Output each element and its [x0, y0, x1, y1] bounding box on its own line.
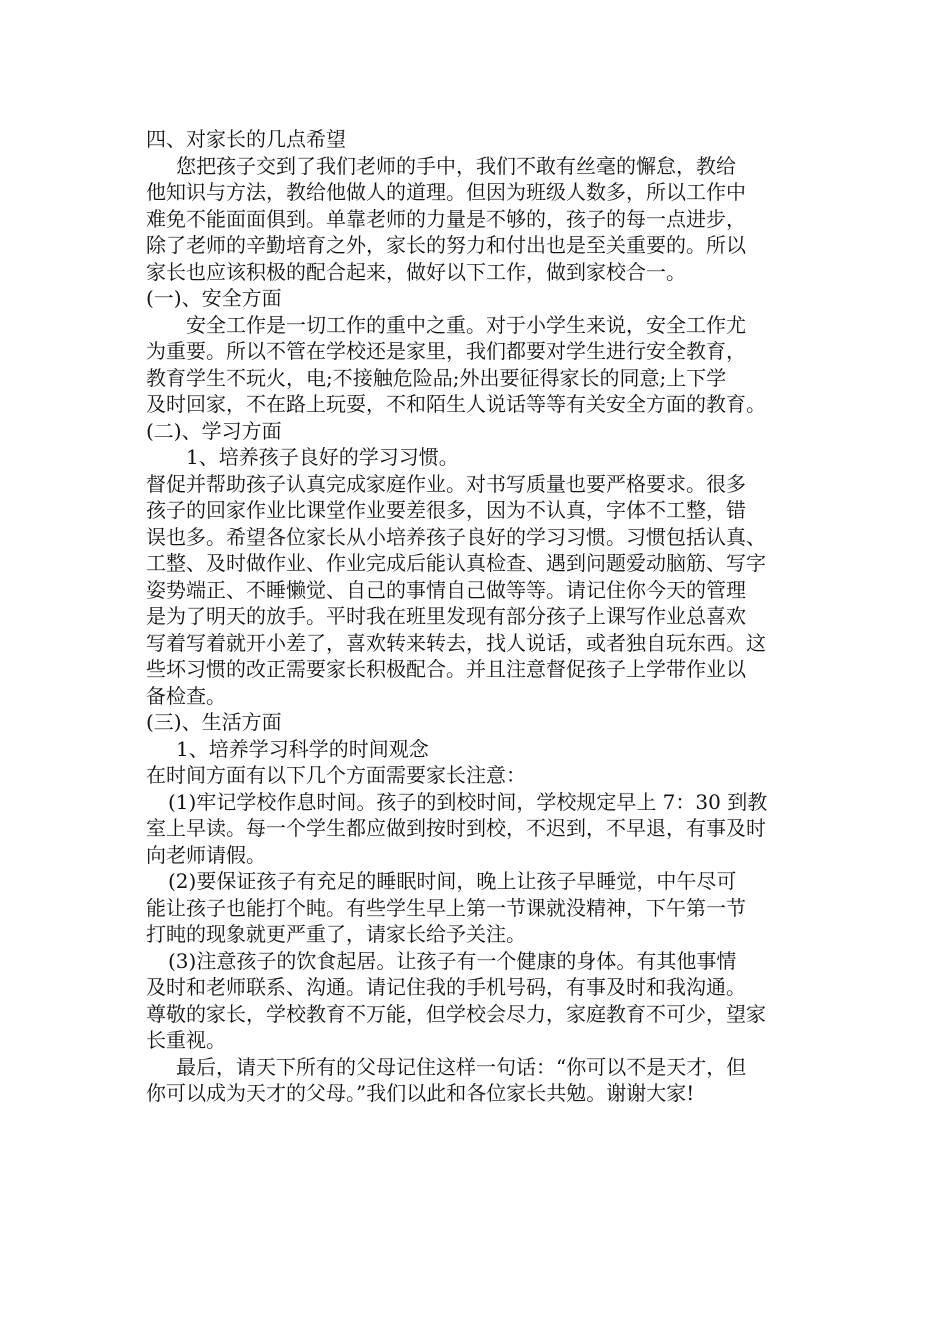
paragraph-line: 难免不能面面俱到。单靠老师的力量是不够的，孩子的每一点进步，	[146, 206, 746, 231]
item-3	[146, 948, 818, 1054]
item-2	[146, 868, 818, 948]
safety-heading: (一)、安全方面	[146, 286, 282, 310]
paragraph-line: 最后，请天下所有的父母记住这样一句话：“你可以不是天才，但	[176, 1054, 747, 1079]
paragraph-line: 能让孩子也能打个盹。有些学生早上第一节课就没精神，下午第一节	[146, 895, 746, 920]
paragraph-line: 工整、及时做作业、作业完成后能认真检查、遇到问题爱动脑筋、写字	[146, 551, 766, 575]
paragraph-line: 教育学生不玩火，电;不接触危险品;外出要征得家长的同意;上下学	[146, 365, 727, 390]
intro-paragraph	[146, 153, 818, 286]
paragraph-line: 尊敬的家长，学校教育不万能，但学校会尽力，家庭教育不可少，望家	[146, 1001, 766, 1026]
item-1	[146, 789, 818, 869]
paragraph-line: 安全工作是一切工作的重中之重。对于小学生来说，安全工作尤	[186, 312, 746, 337]
paragraph-line: 姿势端正、不睡懒觉、自己的事情自己做等等。请记住你今天的管理	[146, 577, 746, 602]
closing-paragraph	[146, 1054, 818, 1107]
paragraph-line: 打盹的现象就更严重了，请家长给予关注。	[146, 922, 526, 946]
paragraph-line: 及时和老师联系、沟通。请记住我的手机号码，有事及时和我沟通。	[146, 975, 746, 999]
paragraph-line: 向老师请假。	[146, 842, 266, 867]
paragraph-line: 些坏习惯的改正需要家长积极配合。并且注意督促孩子上学带作业以	[146, 657, 746, 681]
paragraph-line: 及时回家，不在路上玩耍，不和陌生人说话等等有关安全方面的教育。	[146, 392, 766, 416]
study-paragraph	[146, 471, 818, 710]
paragraph-line: (3)注意孩子的饮食起居。让孩子有一个健康的身体。有其他事情	[168, 948, 737, 973]
section-title: 四、对家长的几点希望	[146, 127, 346, 151]
paragraph-line: 为重要。所以不管在学校还是家里，我们都要对学生进行安全教育，	[146, 339, 746, 363]
paragraph-line: 他知识与方法，教给他做人的道理。但因为班级人数多，所以工作中	[146, 180, 746, 204]
safety-paragraph	[146, 312, 818, 418]
paragraph-line: 孩子的回家作业比课堂作业要差很多，因为不认真，字体不工整，错	[146, 498, 746, 522]
paragraph-line: (1)牢记学校作息时间。孩子的到校时间，学校规定早上 7：30 到教	[168, 789, 768, 814]
life-heading: (三)、生活方面	[146, 710, 282, 734]
life-intro: 在时间方面有以下几个方面需要家长注意：	[146, 763, 526, 787]
life-subheading: 1、培养学习科学的时间观念	[176, 736, 429, 761]
paragraph-line: 误也多。希望各位家长从小培养孩子良好的学习习惯。习惯包括认真、	[146, 524, 766, 549]
paragraph-line: 室上早读。每一个学生都应做到按时到校，不迟到，不早退，有事及时	[146, 816, 766, 840]
paragraph-line: 督促并帮助孩子认真完成家庭作业。对书写质量也要严格要求。很多	[146, 471, 746, 496]
paragraph-line: 是为了明天的放手。平时我在班里发现有部分孩子上课写作业总喜欢	[146, 604, 746, 628]
paragraph-line: 家长也应该积极的配合起来，做好以下工作，做到家校合一。	[146, 259, 686, 284]
paragraph-line: 写着写着就开小差了，喜欢转来转去，找人说话，或者独自玩东西。这	[146, 630, 766, 655]
paragraph-line: (2)要保证孩子有充足的睡眠时间，晚上让孩子早睡觉，中午尽可	[168, 869, 737, 893]
paragraph-line: 您把孩子交到了我们老师的手中，我们不敢有丝毫的懈怠，教给	[176, 153, 736, 178]
document-page	[146, 126, 818, 1107]
study-heading: (二)、学习方面	[146, 418, 282, 443]
study-subheading: 1、培养孩子良好的学习习惯。	[186, 445, 459, 469]
paragraph-line: 除了老师的辛勤培育之外，家长的努力和付出也是至关重要的。所以	[146, 233, 746, 257]
paragraph-line: 备检查。	[146, 683, 226, 708]
paragraph-line: 你可以成为天才的父母。”我们以此和各位家长共勉。谢谢大家!	[146, 1081, 695, 1105]
paragraph-line: 长重视。	[146, 1028, 226, 1052]
